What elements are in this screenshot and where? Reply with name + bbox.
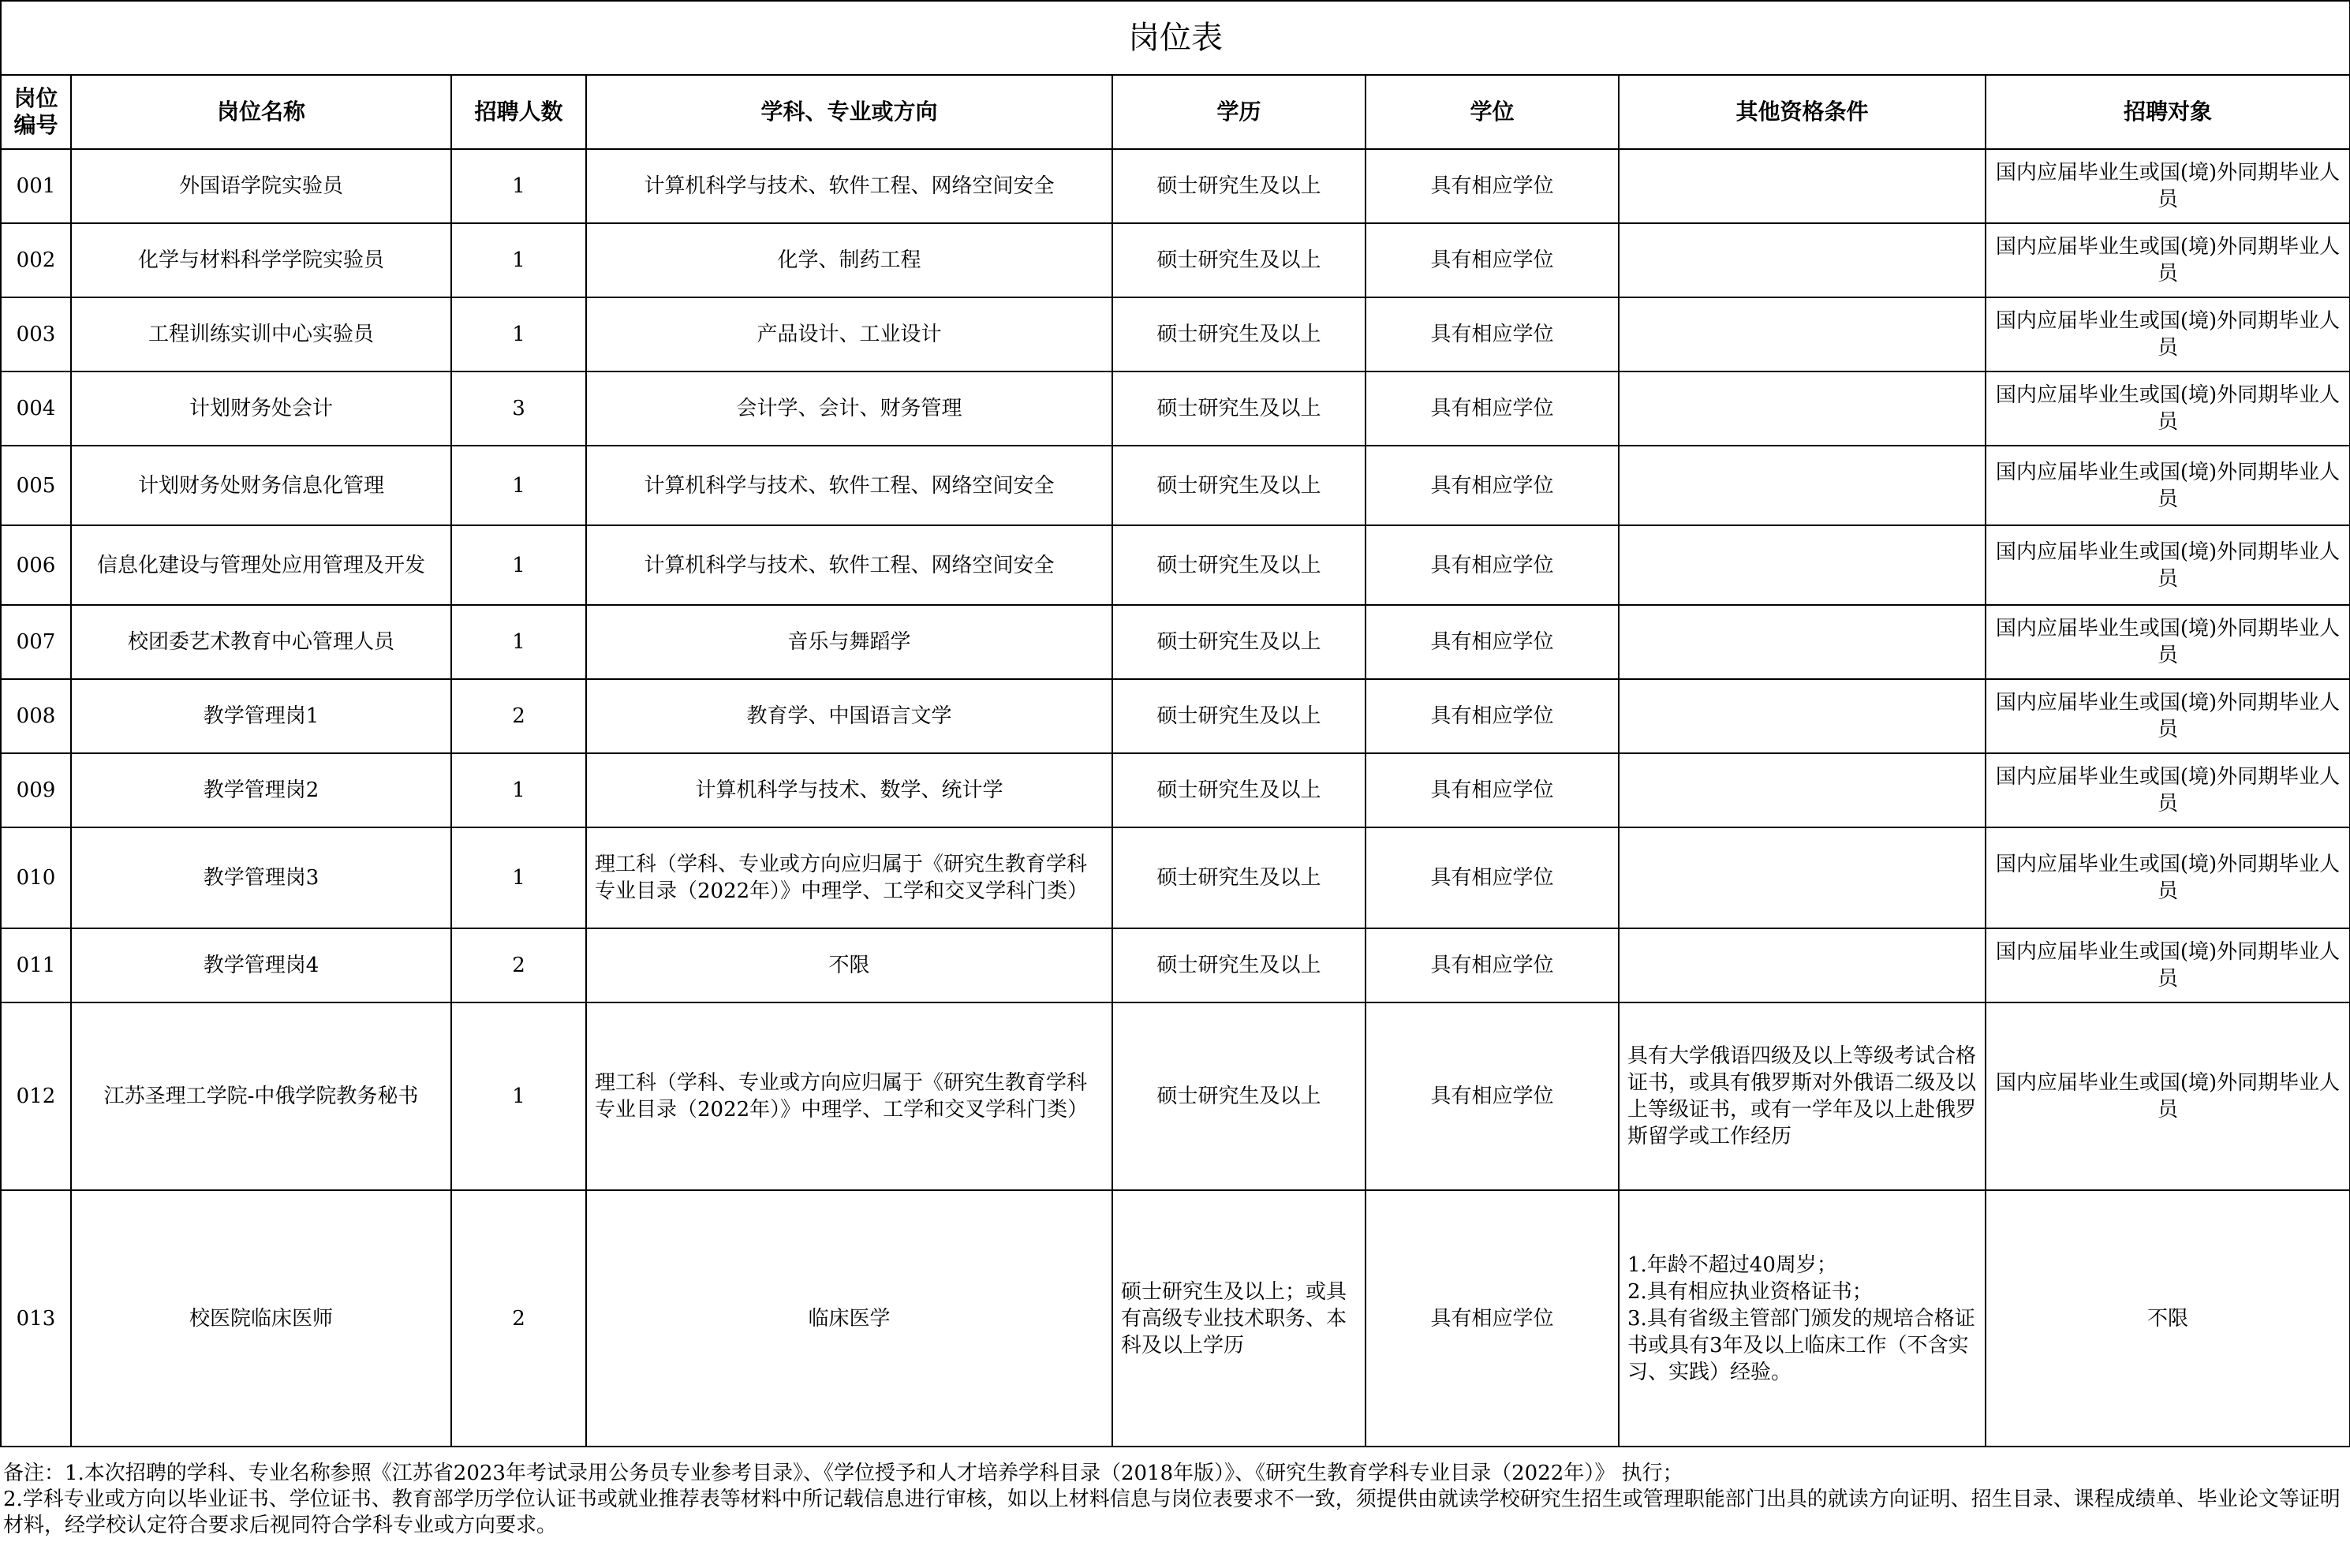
cell-degree: 具有相应学位 — [1366, 753, 1619, 827]
cell-education: 硕士研究生及以上；或具有高级专业技术职务、本科及以上学历 — [1112, 1190, 1366, 1447]
cell-education: 硕士研究生及以上 — [1112, 679, 1366, 753]
cell-education: 硕士研究生及以上 — [1112, 525, 1366, 605]
cell-target: 国内应届毕业生或国(境)外同期毕业人员 — [1986, 753, 2350, 827]
cell-degree: 具有相应学位 — [1366, 297, 1619, 371]
table-row — [1, 371, 2350, 446]
cell-count: 1 — [451, 605, 586, 679]
cell-other — [1619, 827, 1986, 928]
cell-other — [1619, 1190, 1986, 1447]
cell-degree: 具有相应学位 — [1366, 446, 1619, 525]
cell-major: 不限 — [586, 928, 1112, 1002]
cell-name: 工程训练实训中心实验员 — [71, 297, 451, 371]
cell-major: 教育学、中国语言文学 — [586, 679, 1112, 753]
cell-education: 硕士研究生及以上 — [1112, 928, 1366, 1002]
cell-id: 009 — [1, 753, 71, 827]
header-major: 学科、专业或方向 — [586, 75, 1112, 149]
cell-major: 计算机科学与技术、软件工程、网络空间安全 — [586, 525, 1112, 605]
cell-count: 1 — [451, 223, 586, 297]
cell-count: 1 — [451, 446, 586, 525]
cell-count: 2 — [451, 928, 586, 1002]
cell-name: 信息化建设与管理处应用管理及开发 — [71, 525, 451, 605]
cell-target: 国内应届毕业生或国(境)外同期毕业人员 — [1986, 446, 2350, 525]
cell-count: 1 — [451, 827, 586, 928]
cell-major: 计算机科学与技术、数学、统计学 — [586, 753, 1112, 827]
cell-count: 1 — [451, 149, 586, 223]
cell-id: 013 — [1, 1190, 71, 1447]
header-target: 招聘对象 — [1986, 75, 2350, 149]
cell-degree: 具有相应学位 — [1366, 223, 1619, 297]
cell-name: 外国语学院实验员 — [71, 149, 451, 223]
cell-degree: 具有相应学位 — [1366, 1190, 1619, 1447]
cell-degree: 具有相应学位 — [1366, 679, 1619, 753]
table-row — [1, 297, 2350, 371]
cell-major: 理工科（学科、专业或方向应归属于《研究生教育学科专业目录（2022年）》中理学、工学和交叉学科门类） — [586, 827, 1112, 928]
cell-major: 临床医学 — [586, 1190, 1112, 1447]
cell-degree: 具有相应学位 — [1366, 1002, 1619, 1190]
other-condition-line: 1.年龄不超过40周岁； — [1627, 1253, 1837, 1277]
cell-education: 硕士研究生及以上 — [1112, 149, 1366, 223]
cell-education: 硕士研究生及以上 — [1112, 827, 1366, 928]
cell-education: 硕士研究生及以上 — [1112, 297, 1366, 371]
cell-target: 不限 — [1986, 1190, 2350, 1447]
table-row — [1, 223, 2350, 297]
header-name: 岗位名称 — [71, 75, 451, 149]
table-row — [1, 827, 2350, 928]
cell-target: 国内应届毕业生或国(境)外同期毕业人员 — [1986, 827, 2350, 928]
cell-other — [1619, 928, 1986, 1002]
cell-education: 硕士研究生及以上 — [1112, 605, 1366, 679]
cell-count: 2 — [451, 1190, 586, 1447]
cell-count: 1 — [451, 297, 586, 371]
cell-target: 国内应届毕业生或国(境)外同期毕业人员 — [1986, 525, 2350, 605]
header-education: 学历 — [1112, 75, 1366, 149]
cell-count: 1 — [451, 1002, 586, 1190]
cell-count: 2 — [451, 679, 586, 753]
header-other: 其他资格条件 — [1619, 75, 1986, 149]
cell-degree: 具有相应学位 — [1366, 525, 1619, 605]
cell-degree: 具有相应学位 — [1366, 371, 1619, 446]
table-row — [1, 605, 2350, 679]
table-title: 岗位表 — [1, 1, 2350, 75]
cell-name: 校医院临床医师 — [71, 1190, 451, 1447]
table-row — [1, 928, 2350, 1002]
header-count: 招聘人数 — [451, 75, 586, 149]
cell-target: 国内应届毕业生或国(境)外同期毕业人员 — [1986, 297, 2350, 371]
cell-education: 硕士研究生及以上 — [1112, 1002, 1366, 1190]
table-row — [1, 446, 2350, 525]
cell-target: 国内应届毕业生或国(境)外同期毕业人员 — [1986, 223, 2350, 297]
cell-id: 006 — [1, 525, 71, 605]
cell-count: 1 — [451, 525, 586, 605]
table-row — [1, 525, 2350, 605]
cell-other — [1619, 753, 1986, 827]
header-id: 岗位编号 — [1, 75, 71, 149]
cell-target: 国内应届毕业生或国(境)外同期毕业人员 — [1986, 371, 2350, 446]
cell-id: 007 — [1, 605, 71, 679]
cell-count: 3 — [451, 371, 586, 446]
other-condition-line: 3.具有省级主管部门颁发的规培合格证书或具有3年及以上临床工作（不含实习、实践）经验。 — [1627, 1306, 1975, 1384]
cell-other: 具有大学俄语四级及以上等级考试合格证书，或具有俄罗斯对外俄语二级及以上等级证书，或有一学年及以上赴俄罗斯留学或工作经历 — [1619, 1002, 1986, 1190]
cell-major: 音乐与舞蹈学 — [586, 605, 1112, 679]
cell-major: 化学、制药工程 — [586, 223, 1112, 297]
cell-name: 教学管理岗3 — [71, 827, 451, 928]
header-row — [1, 75, 2350, 149]
cell-education: 硕士研究生及以上 — [1112, 753, 1366, 827]
cell-count: 1 — [451, 753, 586, 827]
cell-id: 012 — [1, 1002, 71, 1190]
table-row — [1, 149, 2350, 223]
remarks-note — [3, 1461, 2344, 1539]
other-condition-line: 2.具有相应执业资格证书； — [1627, 1279, 1873, 1304]
cell-degree: 具有相应学位 — [1366, 149, 1619, 223]
cell-name: 教学管理岗4 — [71, 928, 451, 1002]
cell-major: 计算机科学与技术、软件工程、网络空间安全 — [586, 149, 1112, 223]
header-degree: 学位 — [1366, 75, 1619, 149]
cell-other — [1619, 605, 1986, 679]
cell-other — [1619, 679, 1986, 753]
cell-other — [1619, 149, 1986, 223]
cell-name: 计划财务处财务信息化管理 — [71, 446, 451, 525]
cell-name: 校团委艺术教育中心管理人员 — [71, 605, 451, 679]
cell-name: 计划财务处会计 — [71, 371, 451, 446]
cell-degree: 具有相应学位 — [1366, 605, 1619, 679]
cell-name: 教学管理岗1 — [71, 679, 451, 753]
cell-education: 硕士研究生及以上 — [1112, 371, 1366, 446]
cell-id: 008 — [1, 679, 71, 753]
cell-id: 004 — [1, 371, 71, 446]
table-row — [1, 1002, 2350, 1190]
cell-major: 会计学、会计、财务管理 — [586, 371, 1112, 446]
cell-target: 国内应届毕业生或国(境)外同期毕业人员 — [1986, 928, 2350, 1002]
cell-other — [1619, 446, 1986, 525]
remark-line: 备注：1.本次招聘的学科、专业名称参照《江苏省2023年考试录用公务员专业参考目录》、《学位授予和人才培养学科目录（2018年版）》、《研究生教育学科专业目录（2022年）》 执行； — [3, 1462, 1683, 1485]
cell-target: 国内应届毕业生或国(境)外同期毕业人员 — [1986, 605, 2350, 679]
cell-major: 计算机科学与技术、软件工程、网络空间安全 — [586, 446, 1112, 525]
cell-degree: 具有相应学位 — [1366, 827, 1619, 928]
cell-other — [1619, 525, 1986, 605]
cell-education: 硕士研究生及以上 — [1112, 223, 1366, 297]
cell-education: 硕士研究生及以上 — [1112, 446, 1366, 525]
cell-target: 国内应届毕业生或国(境)外同期毕业人员 — [1986, 149, 2350, 223]
table-row — [1, 679, 2350, 753]
cell-major: 理工科（学科、专业或方向应归属于《研究生教育学科专业目录（2022年）》中理学、工学和交叉学科门类） — [586, 1002, 1112, 1190]
cell-id: 001 — [1, 149, 71, 223]
remark-line: 2.学科专业或方向以毕业证书、学位证书、教育部学历学位认证书或就业推荐表等材料中所记载信息进行审核，如以上材料信息与岗位表要求不一致，须提供由就读学校研究生招生或管理职能部门出具的就读方向证明、招生目录、课程成绩单、毕业论文等证明材料，经学校认定符合要求后视同符合学科专业或方向要求。 — [3, 1488, 2341, 1537]
cell-other — [1619, 223, 1986, 297]
cell-id: 005 — [1, 446, 71, 525]
table-row — [1, 753, 2350, 827]
cell-name: 江苏圣理工学院-中俄学院教务秘书 — [71, 1002, 451, 1190]
cell-target: 国内应届毕业生或国(境)外同期毕业人员 — [1986, 679, 2350, 753]
cell-id: 003 — [1, 297, 71, 371]
cell-name: 化学与材料科学学院实验员 — [71, 223, 451, 297]
cell-other — [1619, 297, 1986, 371]
cell-id: 011 — [1, 928, 71, 1002]
table-row — [1, 1190, 2350, 1447]
cell-target: 国内应届毕业生或国(境)外同期毕业人员 — [1986, 1002, 2350, 1190]
cell-id: 002 — [1, 223, 71, 297]
cell-major: 产品设计、工业设计 — [586, 297, 1112, 371]
cell-name: 教学管理岗2 — [71, 753, 451, 827]
cell-other — [1619, 371, 1986, 446]
cell-degree: 具有相应学位 — [1366, 928, 1619, 1002]
cell-id: 010 — [1, 827, 71, 928]
